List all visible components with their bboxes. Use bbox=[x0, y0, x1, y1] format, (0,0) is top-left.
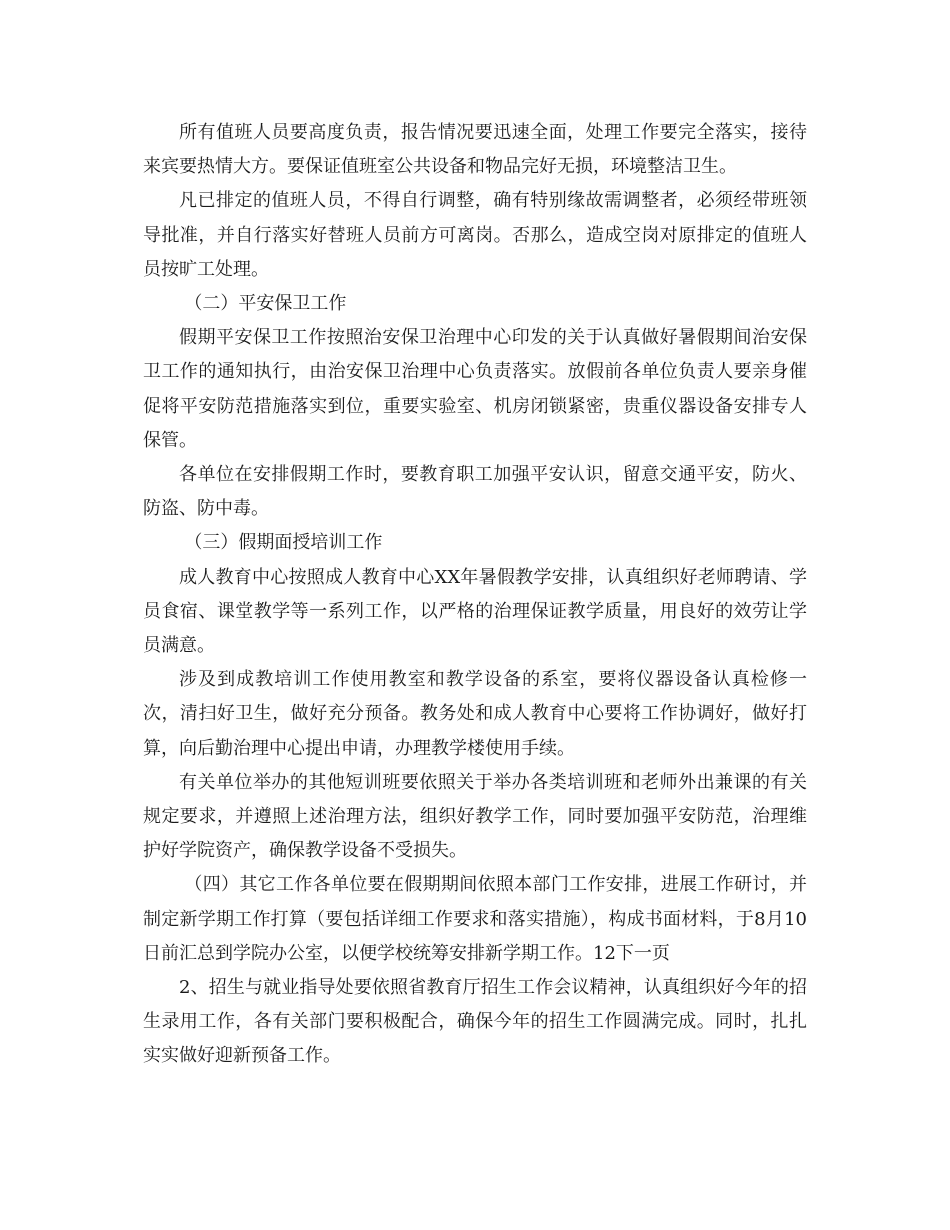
section-heading-other-work: （四）其它工作各单位要在假期期间依照本部门工作安排，进展工作研讨，并制定新学期工作打算（要包括详细工作要求和落实措施），构成书面材料，于8月10日前汇总到学院办公室，以便学校统筹安排新学期工作。12下一页 bbox=[143, 874, 807, 964]
paragraph-security-notice: 假期平安保卫工作按照治安保卫治理中心印发的关于认真做好暑假期间治安保卫工作的通知执行，由治安保卫治理中心负责落实。放假前各单位负责人要亲身催促将平安防范措施落实到位，重要实验室、机房闭锁紧密，贵重仪器设备安排专人保管。 bbox=[143, 327, 807, 451]
paragraph-classroom-equipment: 涉及到成教培训工作使用教室和教学设备的系室，要将仪器设备认真检修一次，清扫好卫生，做好充分预备。教务处和成人教育中心要将工作协调好，做好打算，向后勤治理中心提出申请，办理教学楼使用手续。 bbox=[143, 669, 807, 759]
paragraph-short-courses: 有关单位举办的其他短训班要依照关于举办各类培训班和老师外出兼课的有关规定要求，并遵照上述治理方法，组织好教学工作，同时要加强平安防范，治理维护好学院资产，确保教学设备不受损失。 bbox=[143, 771, 807, 862]
section-heading-security: （二）平安保卫工作 bbox=[184, 293, 347, 315]
paragraph-adult-education: 成人教育中心按照成人教育中心XX年暑假教学安排，认真组织好老师聘请、学员食宿、课堂教学等一系列工作，以严格的治理保证教学质量，用良好的效劳让学员满意。 bbox=[143, 566, 807, 657]
paragraph-safety-education: 各单位在安排假期工作时，要教育职工加强平安认识，留意交通平安，防火、防盗、防中毒。 bbox=[143, 464, 807, 520]
paragraph-admissions: 2、招生与就业指导处要依照省教育厅招生工作会议精神，认真组织好今年的招生录用工作，各有关部门要积极配合，确保今年的招生工作圆满完成。同时，扎扎实实做好迎新预备工作。 bbox=[143, 977, 807, 1067]
section-heading-training: （三）假期面授培训工作 bbox=[184, 532, 383, 554]
paragraph-duty-responsibility: 所有值班人员要高度负责，报告情况要迅速全面，处理工作要完全落实，接待来宾要热情大方。要保证值班室公共设备和物品完好无损，环境整洁卫生。 bbox=[143, 122, 807, 178]
paragraph-duty-adjustment: 凡已排定的值班人员，不得自行调整，确有特别缘故需调整者，必须经带班领导批准，并自行落实好替班人员前方可离岗。否那么，造成空岗对原排定的值班人员按旷工处理。 bbox=[143, 190, 807, 280]
document-page bbox=[143, 116, 807, 1074]
